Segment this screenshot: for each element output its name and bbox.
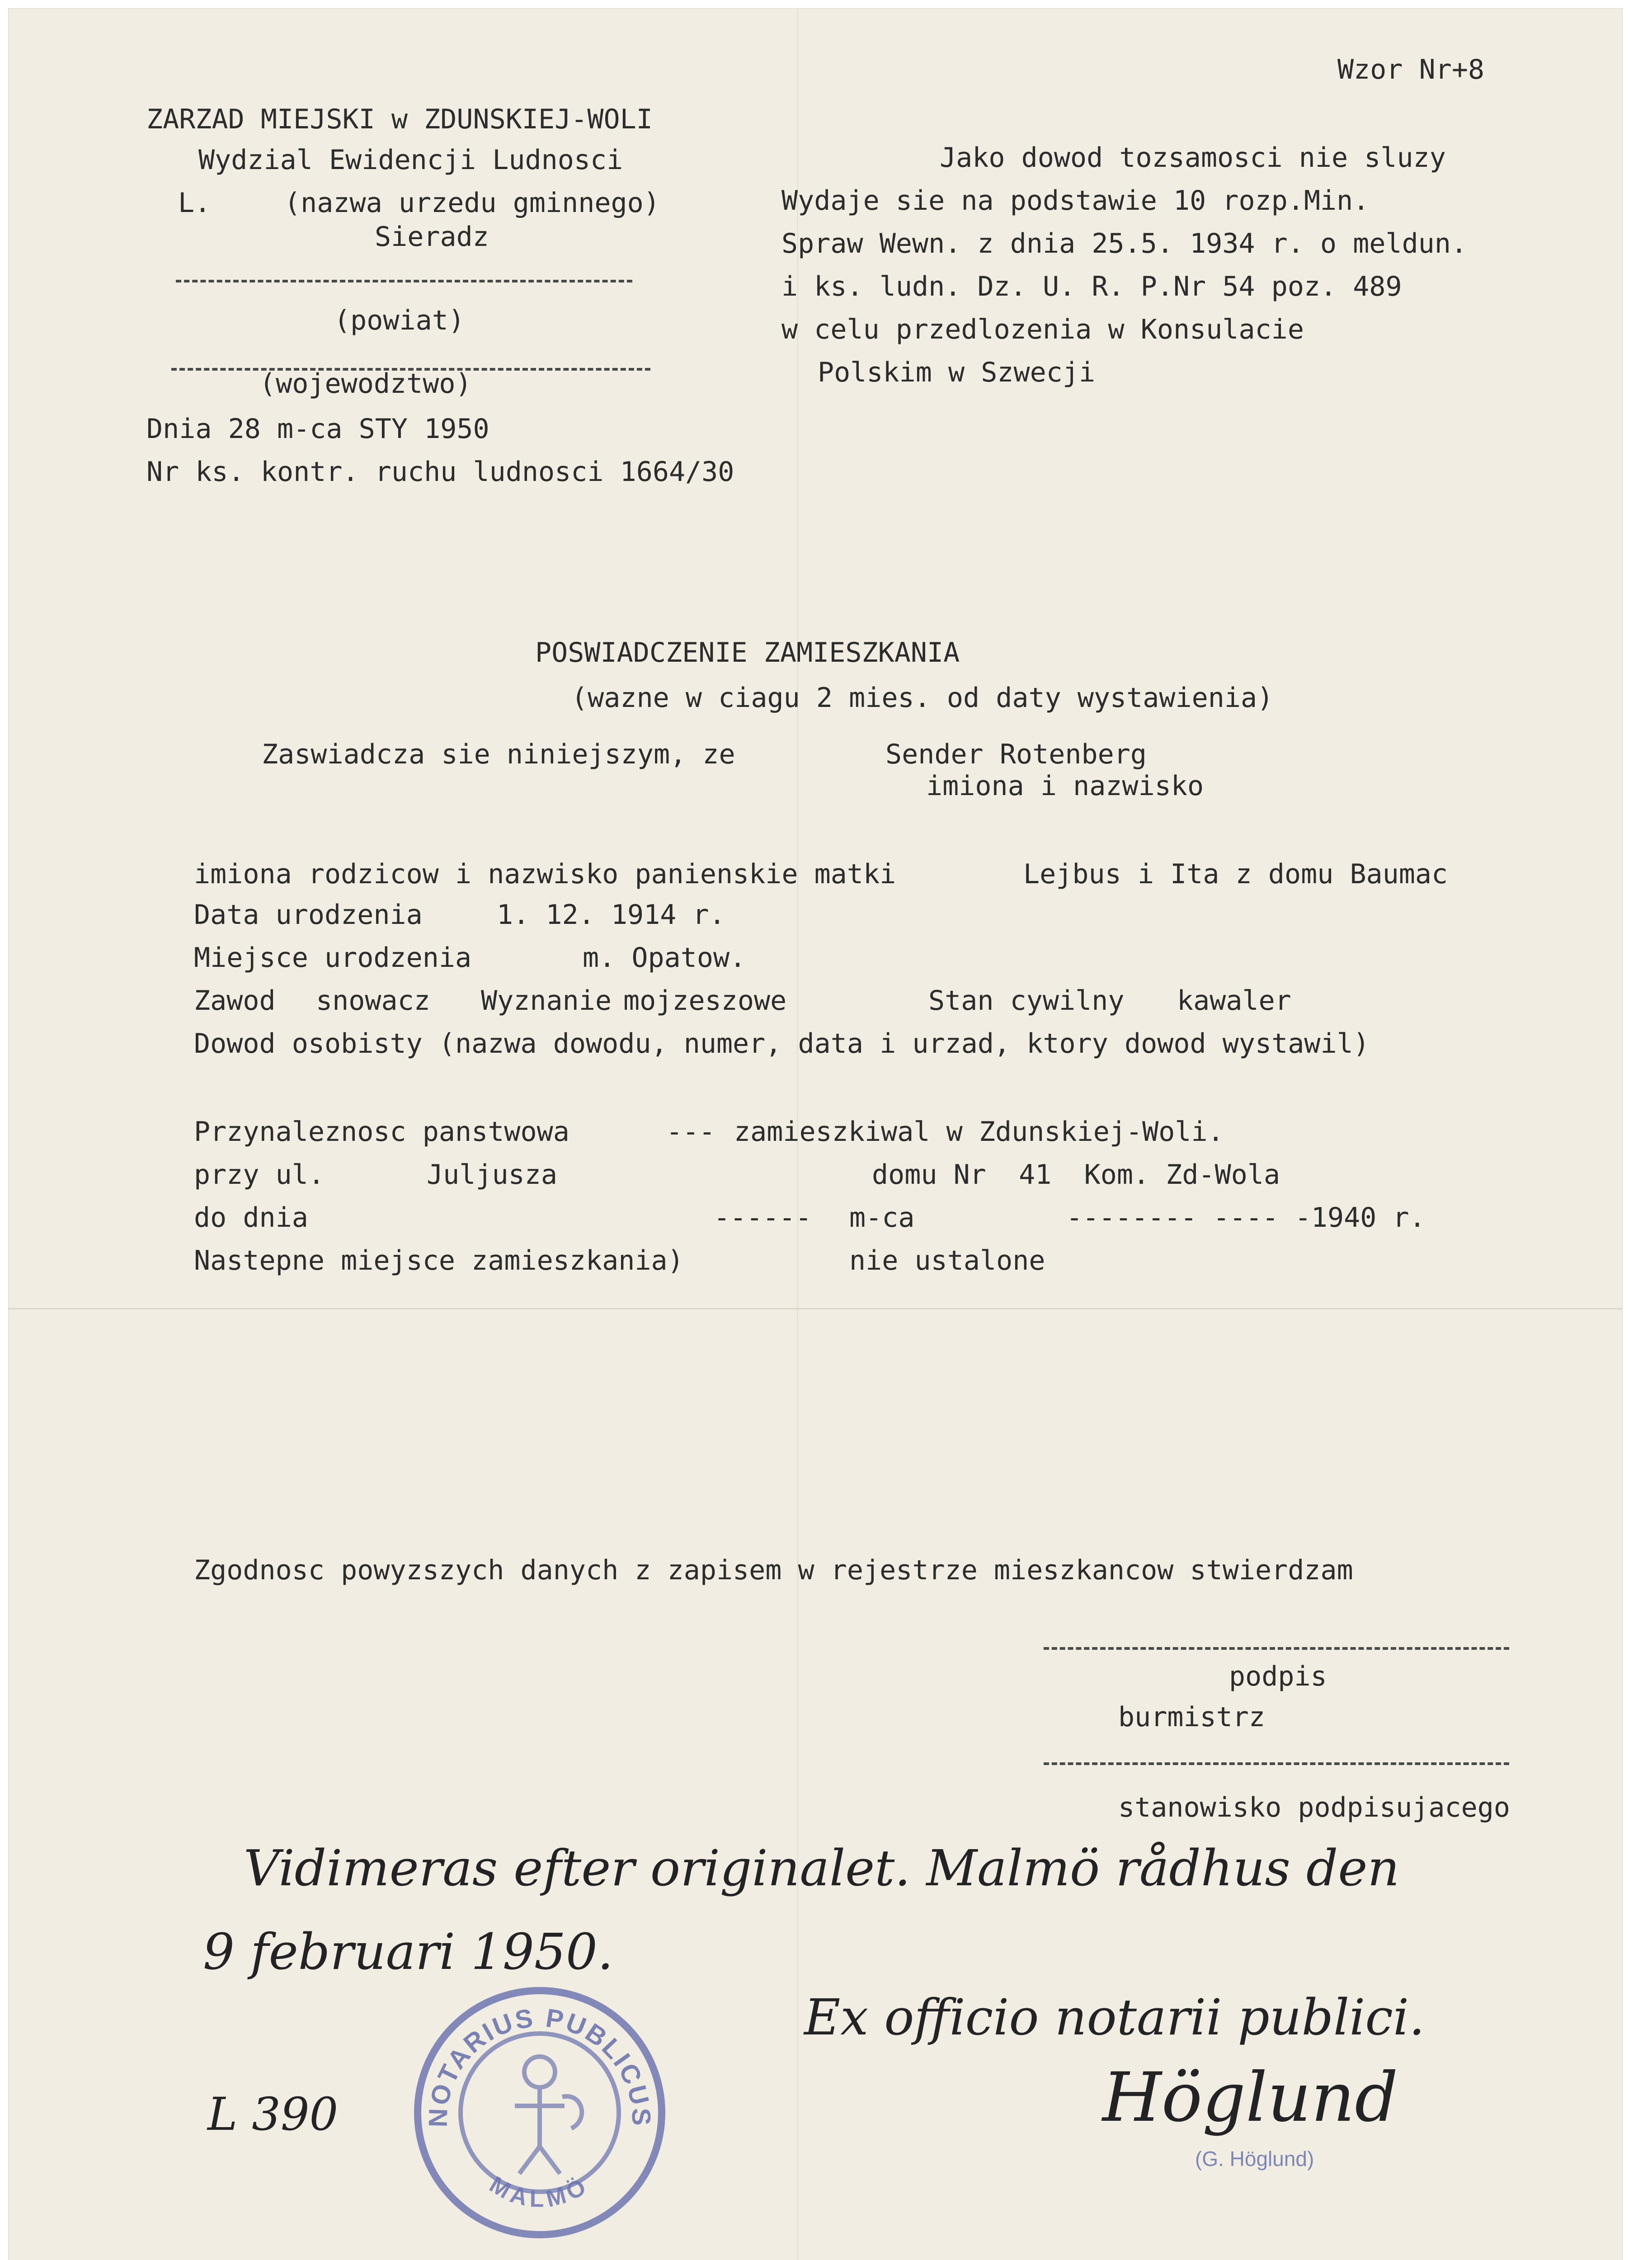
county-label: (powiat) xyxy=(334,305,465,336)
parents-label: imiona rodzicow i nazwisko panienskie matki xyxy=(194,858,896,890)
notice-line-1: Jako dowod tozsamosci nie sluzy xyxy=(940,142,1446,174)
document-page xyxy=(8,8,1623,2260)
intro-text: Zaswiadcza sie niniejszym, ze xyxy=(262,739,735,770)
birth-date-value: 1. 12. 1914 r. xyxy=(497,899,725,931)
occupation-value: snowacz xyxy=(316,985,430,1017)
day-value: ------ xyxy=(714,1202,812,1234)
confirmation-statement: Zgodnosc powyzszych danych z zapisem w rejestrze mieszkancow stwierdzam xyxy=(194,1554,1353,1586)
signature-line xyxy=(1044,1647,1509,1650)
register-number: Nr ks. kontr. ruchu ludnosci 1664/30 xyxy=(146,456,734,488)
notice-line-6: Polskim w Szwecji xyxy=(818,357,1096,388)
signature-label: podpis xyxy=(1229,1661,1327,1692)
residence-text: zamieszkiwal w Zdunskiej-Woli. xyxy=(734,1116,1224,1148)
marital-label: Stan cywilny xyxy=(928,985,1125,1017)
position-label: stanowisko podpisujacego xyxy=(1118,1792,1510,1823)
notary-line-3: Ex officio notarii publici. xyxy=(804,1988,1425,2046)
horizontal-fold-line xyxy=(9,1308,1622,1309)
notary-signature: Höglund xyxy=(1102,2058,1398,2137)
until-label: do dnia xyxy=(194,1202,308,1234)
voivodeship-label: (wojewodztwo) xyxy=(259,368,472,400)
occupation-label: Zawod xyxy=(194,985,276,1017)
house-text: domu Nr 41 Kom. Zd-Wola xyxy=(872,1159,1280,1191)
stamp-text: NOTARIUS PUBLICUS xyxy=(423,2003,656,2128)
citizenship-label: Przynaleznosc panstwowa xyxy=(194,1116,569,1148)
person-name: Sender Rotenberg xyxy=(885,739,1147,770)
signer-title: burmistrz xyxy=(1118,1701,1266,1733)
birth-place-value: m. Opatow. xyxy=(583,942,746,974)
notary-line-1: Vidimeras efter originalet. Malmö rådhus den xyxy=(244,1839,1400,1897)
notary-typed-name: (G. Höglund) xyxy=(1195,2147,1314,2171)
office-prefix: L. xyxy=(178,187,211,219)
parents-value: Lejbus i Ita z domu Baumac xyxy=(1023,858,1448,890)
religion-label: Wyznanie xyxy=(481,985,612,1017)
office-hint: (nazwa urzedu gminnego) xyxy=(284,187,660,219)
religion-value: mojzeszowe xyxy=(623,985,787,1017)
department-name: Wydzial Ewidencji Ludnosci xyxy=(198,144,623,176)
month-label: m-ca xyxy=(849,1202,915,1234)
notary-stamp xyxy=(411,1984,668,2241)
certificate-validity: (wazne w ciagu 2 mies. od daty wystawienia) xyxy=(571,682,1274,714)
street-value: Juljusza xyxy=(427,1159,557,1191)
notice-line-4: i ks. ludn. Dz. U. R. P.Nr 54 poz. 489 xyxy=(781,271,1402,302)
citizenship-value: --- xyxy=(666,1116,715,1148)
street-label: przy ul. xyxy=(194,1159,325,1191)
reference-number: L 390 xyxy=(207,2088,339,2141)
county-underline xyxy=(176,280,632,282)
county-name: Sieradz xyxy=(375,221,489,253)
stamp-figure-icon xyxy=(515,2057,582,2174)
year-value: -------- ---- -1940 r. xyxy=(1066,1202,1426,1234)
stamp-city: MALMÖ xyxy=(485,2171,595,2213)
svg-text:MALMÖ xyxy=(485,2171,594,2213)
issue-date: Dnia 28 m-ca STY 1950 xyxy=(146,413,489,445)
office-name: ZARZAD MIEJSKI w ZDUNSKIEJ-WOLI xyxy=(146,104,653,135)
notice-line-2: Wydaje sie na podstawie 10 rozp.Min. xyxy=(781,185,1370,217)
birth-date-label: Data urodzenia xyxy=(194,899,423,931)
notice-line-3: Spraw Wewn. z dnia 25.5. 1934 r. o meldun. xyxy=(781,228,1468,259)
id-document-line: Dowod osobisty (nazwa dowodu, numer, data i urzad, ktory dowod wystawil) xyxy=(194,1028,1370,1059)
next-residence-label: Nastepne miejsce zamieszkania) xyxy=(194,1245,684,1276)
birth-place-label: Miejsce urodzenia xyxy=(194,942,472,974)
next-residence-value: nie ustalone xyxy=(849,1245,1045,1276)
certificate-title: POSWIADCZENIE ZAMIESZKANIA xyxy=(535,637,960,669)
notice-line-5: w celu przedlozenia w Konsulacie xyxy=(781,314,1304,345)
position-line xyxy=(1044,1762,1509,1765)
notary-line-2: 9 februari 1950. xyxy=(203,1923,613,1981)
form-number: Wzor Nr+8 xyxy=(1337,54,1485,85)
name-caption: imiona i nazwisko xyxy=(926,770,1204,802)
marital-value: kawaler xyxy=(1177,985,1291,1017)
